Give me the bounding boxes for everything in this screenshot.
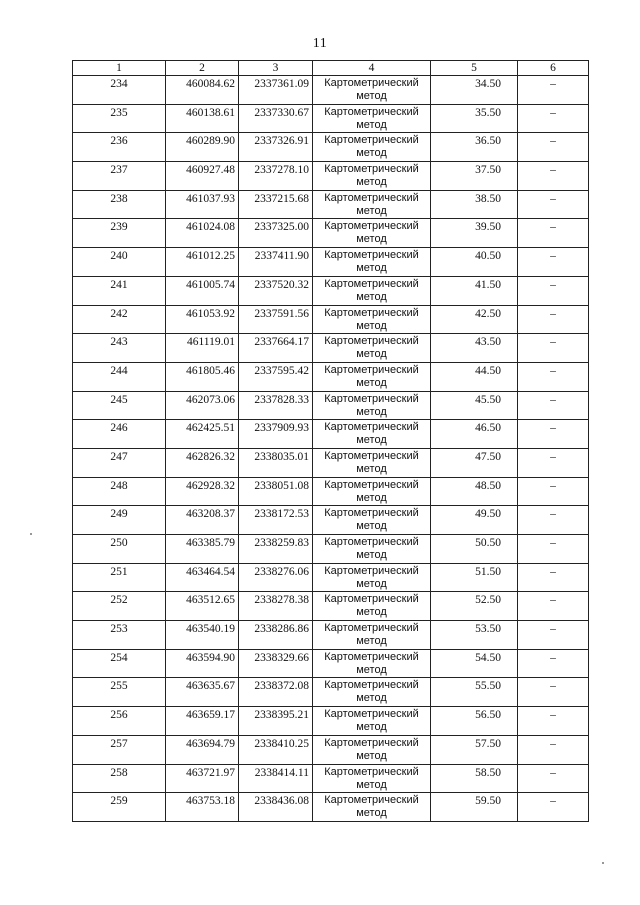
accuracy-cell: 46.50 bbox=[431, 420, 518, 449]
accuracy-cell: 44.50 bbox=[431, 362, 518, 391]
method-cell: Картометрический метод bbox=[313, 563, 431, 592]
note-cell: – bbox=[518, 707, 589, 736]
accuracy-cell: 38.50 bbox=[431, 190, 518, 219]
accuracy-cell: 58.50 bbox=[431, 764, 518, 793]
method-cell: Картометрический метод bbox=[313, 448, 431, 477]
coordinates-table bbox=[72, 60, 589, 822]
note-cell: – bbox=[518, 649, 589, 678]
accuracy-cell: 56.50 bbox=[431, 707, 518, 736]
point-number-cell: 250 bbox=[73, 535, 166, 564]
y-coordinate-cell: 2338414.11 bbox=[239, 764, 313, 793]
note-cell: – bbox=[518, 276, 589, 305]
x-coordinate-cell: 462425.51 bbox=[166, 420, 239, 449]
point-number-cell: 235 bbox=[73, 104, 166, 133]
method-cell: Картометрический метод bbox=[313, 735, 431, 764]
table-row bbox=[73, 334, 589, 363]
note-cell: – bbox=[518, 477, 589, 506]
method-cell: Картометрический метод bbox=[313, 621, 431, 650]
y-coordinate-cell: 2338436.08 bbox=[239, 793, 313, 822]
x-coordinate-cell: 462826.32 bbox=[166, 448, 239, 477]
y-coordinate-cell: 2337325.00 bbox=[239, 219, 313, 248]
note-cell: – bbox=[518, 219, 589, 248]
accuracy-cell: 35.50 bbox=[431, 104, 518, 133]
y-coordinate-cell: 2337330.67 bbox=[239, 104, 313, 133]
method-cell: Картометрический метод bbox=[313, 362, 431, 391]
accuracy-cell: 54.50 bbox=[431, 649, 518, 678]
point-number-cell: 237 bbox=[73, 162, 166, 191]
note-cell: – bbox=[518, 391, 589, 420]
table-row bbox=[73, 477, 589, 506]
x-coordinate-cell: 461053.92 bbox=[166, 305, 239, 334]
accuracy-cell: 55.50 bbox=[431, 678, 518, 707]
header-cell: 5 bbox=[431, 61, 518, 76]
y-coordinate-cell: 2338035.01 bbox=[239, 448, 313, 477]
x-coordinate-cell: 460084.62 bbox=[166, 76, 239, 105]
x-coordinate-cell: 463385.79 bbox=[166, 535, 239, 564]
table-body bbox=[73, 76, 589, 822]
page-number: 11 bbox=[312, 36, 328, 51]
y-coordinate-cell: 2337591.56 bbox=[239, 305, 313, 334]
table-row bbox=[73, 133, 589, 162]
note-cell: – bbox=[518, 248, 589, 277]
x-coordinate-cell: 462073.06 bbox=[166, 391, 239, 420]
table-row bbox=[73, 190, 589, 219]
header-cell: 6 bbox=[518, 61, 589, 76]
accuracy-cell: 42.50 bbox=[431, 305, 518, 334]
point-number-cell: 244 bbox=[73, 362, 166, 391]
header-cell: 2 bbox=[166, 61, 239, 76]
table-row bbox=[73, 104, 589, 133]
x-coordinate-cell: 461012.25 bbox=[166, 248, 239, 277]
header-cell: 1 bbox=[73, 61, 166, 76]
point-number-cell: 245 bbox=[73, 391, 166, 420]
y-coordinate-cell: 2338051.08 bbox=[239, 477, 313, 506]
accuracy-cell: 45.50 bbox=[431, 391, 518, 420]
y-coordinate-cell: 2338329.66 bbox=[239, 649, 313, 678]
x-coordinate-cell: 463694.79 bbox=[166, 735, 239, 764]
table-row bbox=[73, 362, 589, 391]
y-coordinate-cell: 2337595.42 bbox=[239, 362, 313, 391]
accuracy-cell: 51.50 bbox=[431, 563, 518, 592]
accuracy-cell: 47.50 bbox=[431, 448, 518, 477]
method-cell: Картометрический метод bbox=[313, 334, 431, 363]
y-coordinate-cell: 2338172.53 bbox=[239, 506, 313, 535]
method-cell: Картометрический метод bbox=[313, 104, 431, 133]
method-cell: Картометрический метод bbox=[313, 477, 431, 506]
accuracy-cell: 40.50 bbox=[431, 248, 518, 277]
note-cell: – bbox=[518, 448, 589, 477]
method-cell: Картометрический метод bbox=[313, 592, 431, 621]
scan-speck bbox=[602, 862, 604, 864]
y-coordinate-cell: 2338259.83 bbox=[239, 535, 313, 564]
point-number-cell: 240 bbox=[73, 248, 166, 277]
method-cell: Картометрический метод bbox=[313, 276, 431, 305]
accuracy-cell: 49.50 bbox=[431, 506, 518, 535]
x-coordinate-cell: 462928.32 bbox=[166, 477, 239, 506]
accuracy-cell: 50.50 bbox=[431, 535, 518, 564]
note-cell: – bbox=[518, 334, 589, 363]
point-number-cell: 236 bbox=[73, 133, 166, 162]
table-row bbox=[73, 678, 589, 707]
x-coordinate-cell: 463512.65 bbox=[166, 592, 239, 621]
method-cell: Картометрический метод bbox=[313, 678, 431, 707]
note-cell: – bbox=[518, 592, 589, 621]
point-number-cell: 243 bbox=[73, 334, 166, 363]
point-number-cell: 258 bbox=[73, 764, 166, 793]
note-cell: – bbox=[518, 362, 589, 391]
header-row bbox=[73, 61, 589, 76]
table-row bbox=[73, 764, 589, 793]
method-cell: Картометрический метод bbox=[313, 793, 431, 822]
method-cell: Картометрический метод bbox=[313, 133, 431, 162]
accuracy-cell: 52.50 bbox=[431, 592, 518, 621]
method-cell: Картометрический метод bbox=[313, 190, 431, 219]
accuracy-cell: 41.50 bbox=[431, 276, 518, 305]
point-number-cell: 247 bbox=[73, 448, 166, 477]
method-cell: Картометрический метод bbox=[313, 764, 431, 793]
table-row bbox=[73, 420, 589, 449]
y-coordinate-cell: 2337278.10 bbox=[239, 162, 313, 191]
note-cell: – bbox=[518, 305, 589, 334]
method-cell: Картометрический метод bbox=[313, 649, 431, 678]
point-number-cell: 256 bbox=[73, 707, 166, 736]
method-cell: Картометрический метод bbox=[313, 76, 431, 105]
point-number-cell: 251 bbox=[73, 563, 166, 592]
table-row bbox=[73, 707, 589, 736]
table-header bbox=[73, 61, 589, 76]
point-number-cell: 252 bbox=[73, 592, 166, 621]
note-cell: – bbox=[518, 764, 589, 793]
header-cell: 3 bbox=[239, 61, 313, 76]
x-coordinate-cell: 463540.19 bbox=[166, 621, 239, 650]
note-cell: – bbox=[518, 735, 589, 764]
note-cell: – bbox=[518, 190, 589, 219]
scan-speck bbox=[30, 533, 32, 535]
point-number-cell: 238 bbox=[73, 190, 166, 219]
accuracy-cell: 37.50 bbox=[431, 162, 518, 191]
accuracy-cell: 34.50 bbox=[431, 76, 518, 105]
method-cell: Картометрический метод bbox=[313, 219, 431, 248]
note-cell: – bbox=[518, 76, 589, 105]
method-cell: Картометрический метод bbox=[313, 420, 431, 449]
x-coordinate-cell: 463753.18 bbox=[166, 793, 239, 822]
y-coordinate-cell: 2337664.17 bbox=[239, 334, 313, 363]
header-cell: 4 bbox=[313, 61, 431, 76]
y-coordinate-cell: 2337215.68 bbox=[239, 190, 313, 219]
point-number-cell: 253 bbox=[73, 621, 166, 650]
table-row bbox=[73, 735, 589, 764]
x-coordinate-cell: 461805.46 bbox=[166, 362, 239, 391]
y-coordinate-cell: 2338410.25 bbox=[239, 735, 313, 764]
x-coordinate-cell: 461024.08 bbox=[166, 219, 239, 248]
accuracy-cell: 36.50 bbox=[431, 133, 518, 162]
note-cell: – bbox=[518, 678, 589, 707]
accuracy-cell: 57.50 bbox=[431, 735, 518, 764]
accuracy-cell: 39.50 bbox=[431, 219, 518, 248]
accuracy-cell: 43.50 bbox=[431, 334, 518, 363]
point-number-cell: 246 bbox=[73, 420, 166, 449]
note-cell: – bbox=[518, 563, 589, 592]
y-coordinate-cell: 2338395.21 bbox=[239, 707, 313, 736]
point-number-cell: 234 bbox=[73, 76, 166, 105]
table-row bbox=[73, 592, 589, 621]
method-cell: Картометрический метод bbox=[313, 305, 431, 334]
note-cell: – bbox=[518, 535, 589, 564]
note-cell: – bbox=[518, 506, 589, 535]
table-row bbox=[73, 535, 589, 564]
note-cell: – bbox=[518, 133, 589, 162]
method-cell: Картометрический метод bbox=[313, 506, 431, 535]
table-row bbox=[73, 563, 589, 592]
y-coordinate-cell: 2337909.93 bbox=[239, 420, 313, 449]
x-coordinate-cell: 463659.17 bbox=[166, 707, 239, 736]
method-cell: Картометрический метод bbox=[313, 535, 431, 564]
y-coordinate-cell: 2337411.90 bbox=[239, 248, 313, 277]
point-number-cell: 254 bbox=[73, 649, 166, 678]
y-coordinate-cell: 2338286.86 bbox=[239, 621, 313, 650]
x-coordinate-cell: 460289.90 bbox=[166, 133, 239, 162]
method-cell: Картометрический метод bbox=[313, 391, 431, 420]
x-coordinate-cell: 463721.97 bbox=[166, 764, 239, 793]
point-number-cell: 241 bbox=[73, 276, 166, 305]
point-number-cell: 249 bbox=[73, 506, 166, 535]
x-coordinate-cell: 463208.37 bbox=[166, 506, 239, 535]
x-coordinate-cell: 461005.74 bbox=[166, 276, 239, 305]
note-cell: – bbox=[518, 162, 589, 191]
method-cell: Картометрический метод bbox=[313, 248, 431, 277]
method-cell: Картометрический метод bbox=[313, 707, 431, 736]
table-row bbox=[73, 621, 589, 650]
point-number-cell: 259 bbox=[73, 793, 166, 822]
y-coordinate-cell: 2338278.38 bbox=[239, 592, 313, 621]
point-number-cell: 255 bbox=[73, 678, 166, 707]
point-number-cell: 239 bbox=[73, 219, 166, 248]
table-row bbox=[73, 248, 589, 277]
point-number-cell: 257 bbox=[73, 735, 166, 764]
y-coordinate-cell: 2337361.09 bbox=[239, 76, 313, 105]
note-cell: – bbox=[518, 621, 589, 650]
accuracy-cell: 59.50 bbox=[431, 793, 518, 822]
x-coordinate-cell: 463635.67 bbox=[166, 678, 239, 707]
x-coordinate-cell: 460927.48 bbox=[166, 162, 239, 191]
y-coordinate-cell: 2337520.32 bbox=[239, 276, 313, 305]
table-row bbox=[73, 649, 589, 678]
table-row bbox=[73, 76, 589, 105]
table-row bbox=[73, 391, 589, 420]
accuracy-cell: 53.50 bbox=[431, 621, 518, 650]
table-row bbox=[73, 506, 589, 535]
accuracy-cell: 48.50 bbox=[431, 477, 518, 506]
point-number-cell: 242 bbox=[73, 305, 166, 334]
x-coordinate-cell: 463464.54 bbox=[166, 563, 239, 592]
point-number-cell: 248 bbox=[73, 477, 166, 506]
y-coordinate-cell: 2337326.91 bbox=[239, 133, 313, 162]
table-row bbox=[73, 276, 589, 305]
x-coordinate-cell: 463594.90 bbox=[166, 649, 239, 678]
note-cell: – bbox=[518, 793, 589, 822]
note-cell: – bbox=[518, 104, 589, 133]
y-coordinate-cell: 2338372.08 bbox=[239, 678, 313, 707]
y-coordinate-cell: 2337828.33 bbox=[239, 391, 313, 420]
y-coordinate-cell: 2338276.06 bbox=[239, 563, 313, 592]
table-row bbox=[73, 305, 589, 334]
table-row bbox=[73, 162, 589, 191]
x-coordinate-cell: 461037.93 bbox=[166, 190, 239, 219]
table-row bbox=[73, 219, 589, 248]
method-cell: Картометрический метод bbox=[313, 162, 431, 191]
table-row bbox=[73, 448, 589, 477]
note-cell: – bbox=[518, 420, 589, 449]
table-row bbox=[73, 793, 589, 822]
x-coordinate-cell: 460138.61 bbox=[166, 104, 239, 133]
x-coordinate-cell: 461119.01 bbox=[166, 334, 239, 363]
